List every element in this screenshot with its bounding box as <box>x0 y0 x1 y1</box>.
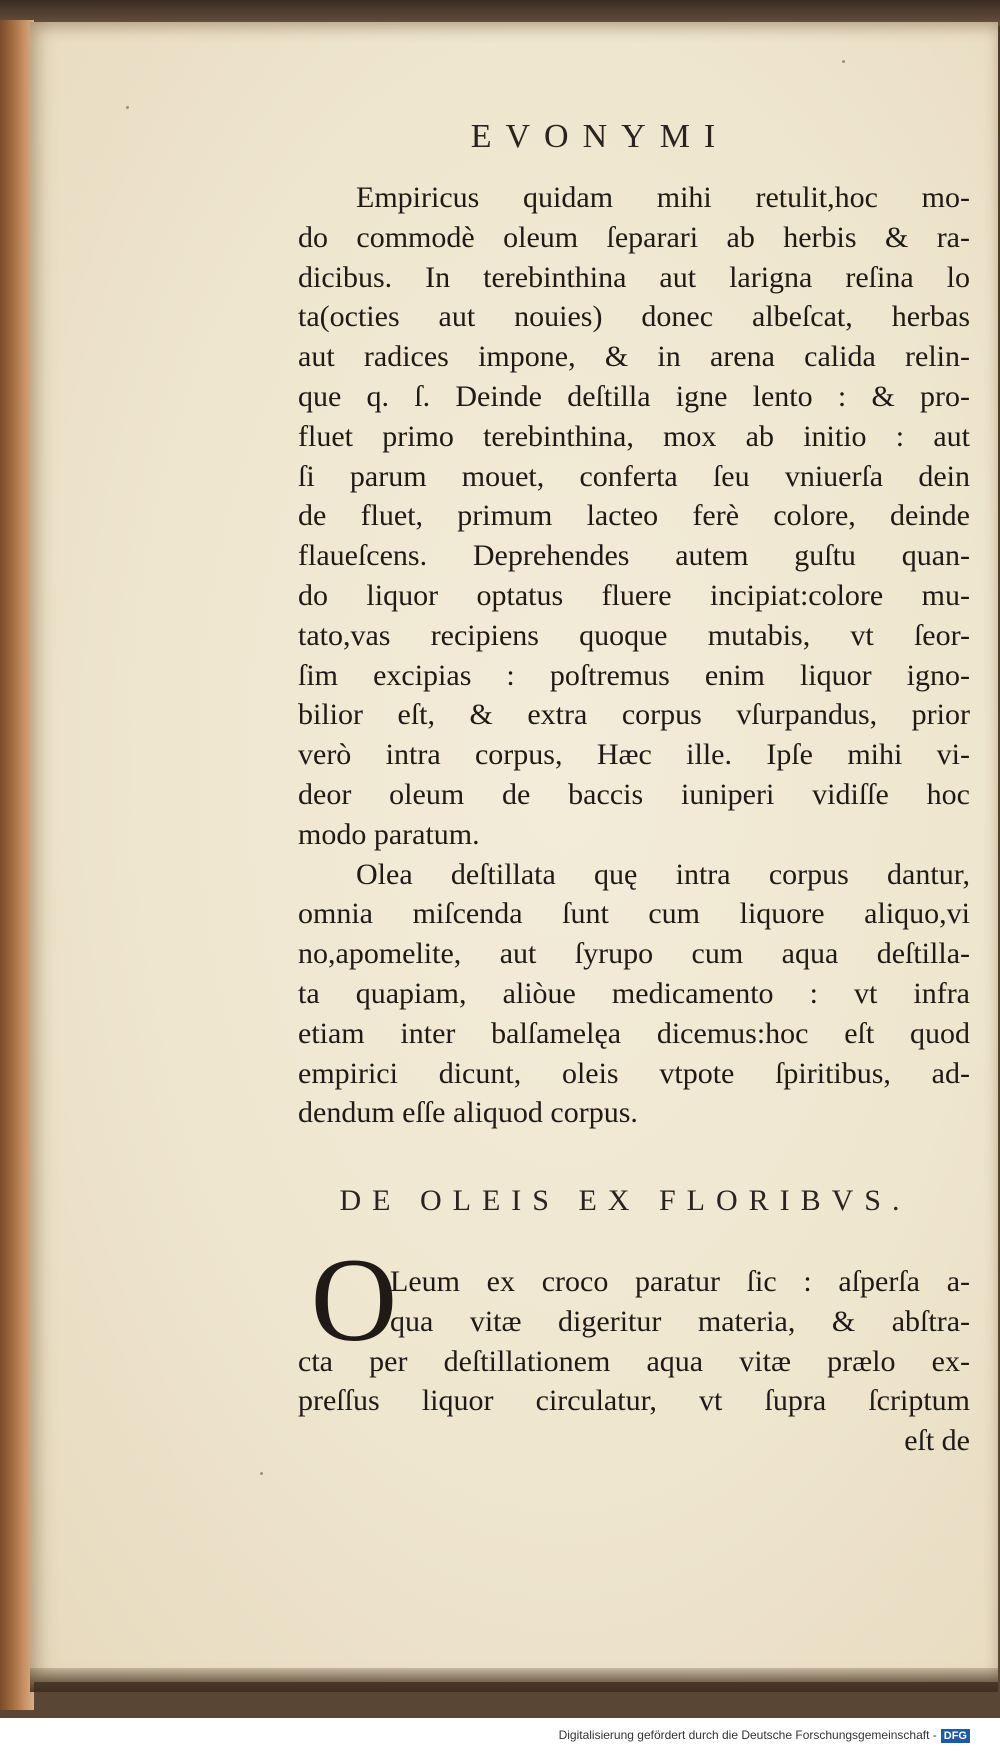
funding-credit <box>559 1728 970 1743</box>
text-line: tato,vas recipiens quoque mutabis, vt ſeor- <box>298 618 970 652</box>
text-line: qua vitæ digeritur materia, & abſtra- <box>390 1304 970 1338</box>
text-line: do commodè oleum ſeparari ab herbis & ra- <box>298 220 970 254</box>
digitization-footer <box>0 1718 1000 1753</box>
text-line: ſim excipias : poſtremus enim liquor igno- <box>298 658 970 692</box>
paragraph-oleum-ex-croco <box>298 1262 970 1461</box>
page-bottom-shadow <box>30 1668 998 1692</box>
text-line: verò intra corpus, Hæc ille. Ipſe mihi vi- <box>298 738 970 772</box>
text-line: omnia miſcenda ſunt cum liquore aliquo,vi <box>298 897 970 931</box>
text-line: flaueſcens. Deprehendes autem guſtu quan- <box>298 539 970 573</box>
text-line: bilior eſt, & extra corpus vſurpandus, prior <box>298 698 970 732</box>
text-line: etiam inter balſamelęa dicemus:hoc eſt quod <box>298 1016 970 1050</box>
text-line: cta per deſtillationem aqua vitæ prælo ex- <box>298 1344 970 1378</box>
funding-credit-text: Digitalisierung gefördert durch die Deutsche Forschungsgemeinschaft - <box>558 1728 937 1742</box>
text-line: Leum ex croco paratur ſic : aſperſa a- <box>390 1265 970 1298</box>
paper-speck <box>842 60 845 63</box>
paragraph-empiricus <box>298 178 970 1133</box>
text-line: ta(octies aut nouies) donec albeſcat, herbas <box>298 300 970 334</box>
text-line: empirici dicunt, oleis vtpote ſpiritibus, ad- <box>298 1056 970 1090</box>
text-line: deor oleum de baccis iuniperi vidiſſe hoc <box>298 777 970 811</box>
text-line: dicibus. In terebinthina aut larigna reſina lo <box>298 260 970 294</box>
text-line: dendum eſſe aliquod corpus. <box>298 1096 638 1130</box>
section-heading: DE OLEIS EX FLORIBVS. <box>339 1184 911 1217</box>
text-line: do liquor optatus fluere incipiat:colore mu- <box>298 578 970 612</box>
text-line: aut radices impone, & in arena calida relin- <box>298 340 970 374</box>
catchword: eſt de <box>904 1424 970 1458</box>
text-line: preſſus liquor circulatur, vt ſupra ſcriptum <box>298 1384 970 1418</box>
running-head: EVONYMI <box>470 118 730 155</box>
text-line: Olea deſtillata quę intra corpus dantur, <box>356 857 970 891</box>
dfg-logo: DFG <box>941 1729 970 1743</box>
text-line: fluet primo terebinthina, mox ab initio : aut <box>298 419 970 453</box>
drop-cap: O <box>310 1233 398 1366</box>
book-spine <box>0 20 34 1710</box>
text-line: Empiricus quidam mihi retulit,hoc mo- <box>356 181 970 214</box>
text-line: no,apomelite, aut ſyrupo cum aqua deſtilla- <box>298 937 970 971</box>
text-line: modo paratum. <box>298 817 480 851</box>
paper-speck <box>126 106 129 109</box>
text-line: de fluet, primum lacteo ferè colore, deinde <box>298 499 970 533</box>
text-line: ta quapiam, aliòue medicamento : vt infra <box>298 976 970 1010</box>
text-line: ſi parum mouet, conferta ſeu vniuerſa dein <box>298 459 970 493</box>
paper-speck <box>260 1472 263 1475</box>
text-line: que q. ſ. Deinde deſtilla igne lento : & pro- <box>298 379 970 413</box>
